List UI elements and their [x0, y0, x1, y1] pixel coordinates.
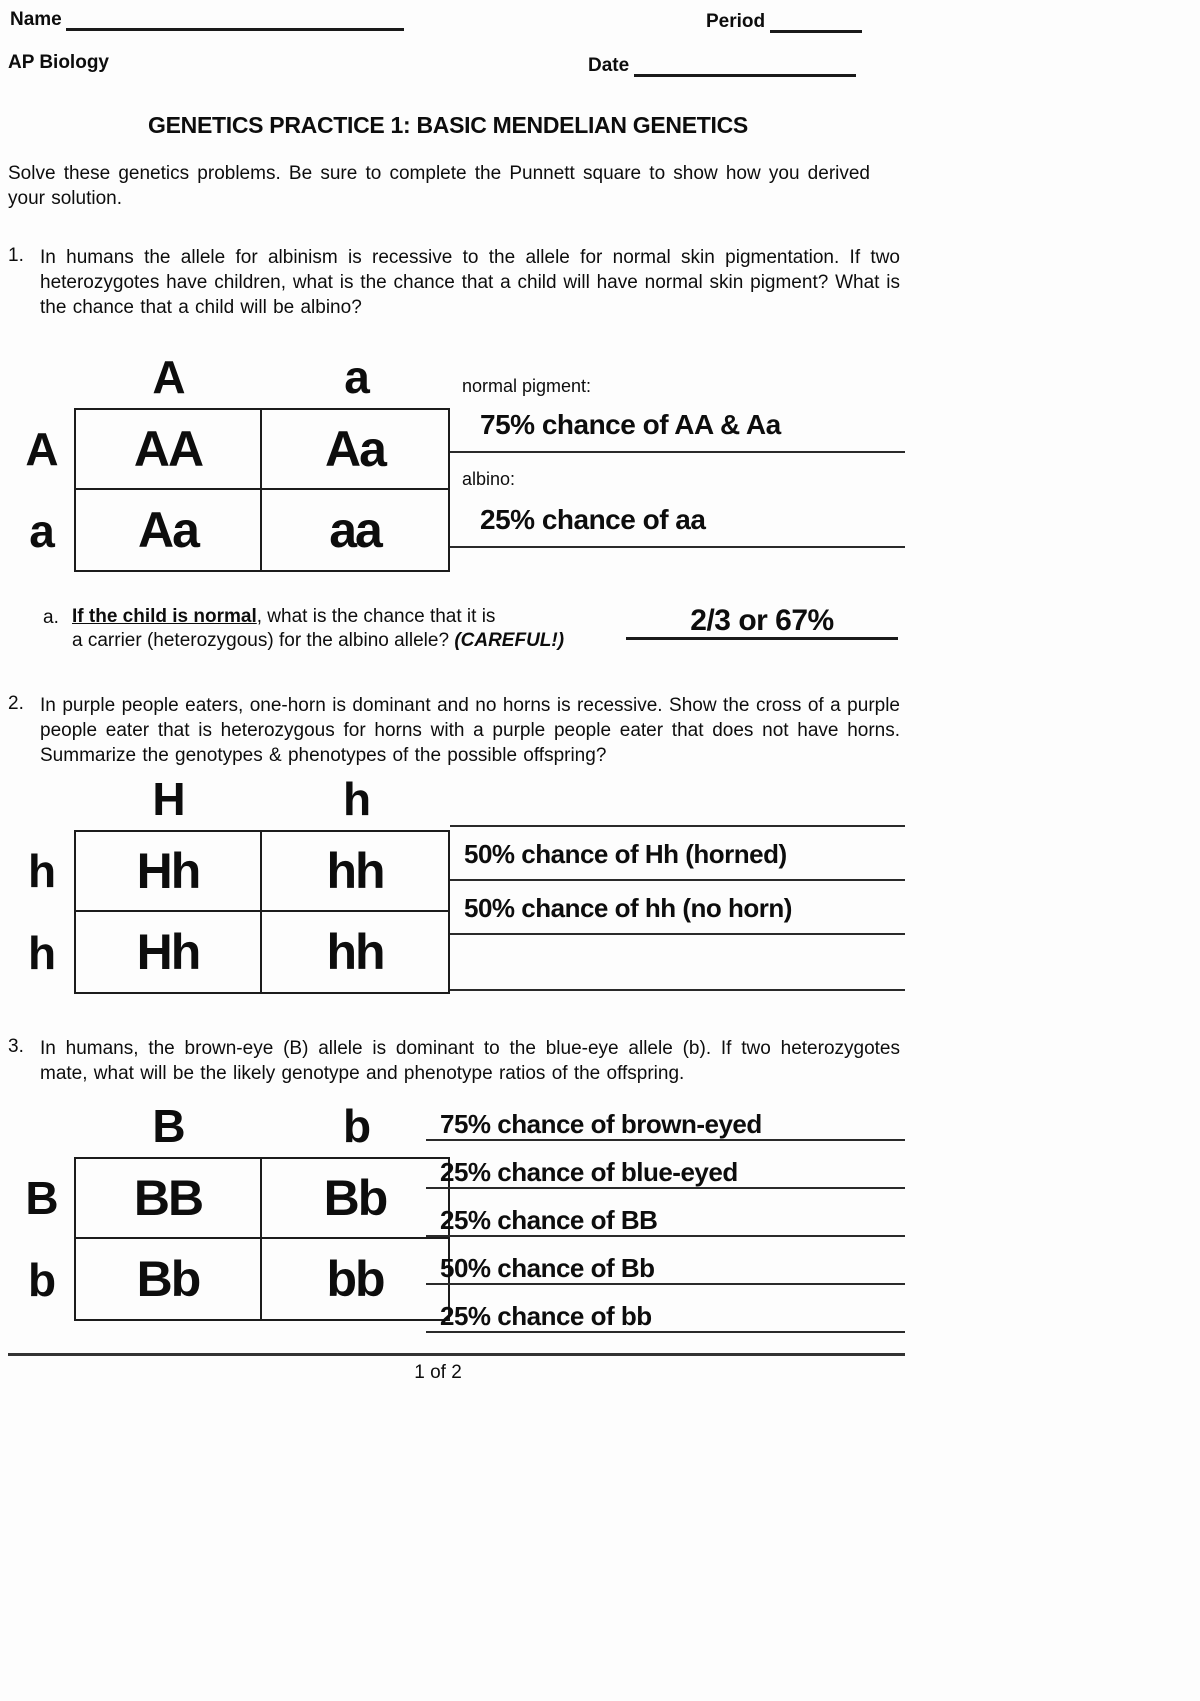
question-2	[8, 693, 908, 768]
name-field-row	[10, 8, 404, 31]
answer-line	[450, 935, 905, 991]
question-1a-letter: a.	[43, 607, 59, 628]
punnett-q1-cell-1-1: AA	[74, 408, 262, 490]
punnett-q1-cell-1-2: Aa	[262, 408, 450, 490]
punnett-q3-corner	[8, 1103, 74, 1152]
punnett-q2-col-header-1: H	[152, 773, 184, 825]
date-field-row	[588, 54, 856, 77]
question-1a	[8, 605, 908, 671]
question-3	[8, 1036, 908, 1086]
question-2-answers	[450, 776, 905, 991]
q3-answer-BB: 25% chance of BB	[426, 1189, 905, 1237]
albino-answer: 25% chance of aa	[480, 504, 706, 535]
punnett-q2-cell-1-2: hh	[262, 830, 450, 912]
question-1-work-area	[8, 346, 908, 573]
punnett-q3-row-header-1: B	[25, 1172, 57, 1224]
punnett-q2-row-header-1: h	[27, 845, 55, 897]
period-blank-line	[770, 10, 862, 33]
worksheet-content	[8, 0, 908, 1384]
period-label: Period	[706, 11, 766, 32]
answer-line	[450, 536, 905, 548]
answer-line	[450, 776, 905, 827]
date-blank-line	[634, 54, 856, 77]
course-row	[8, 52, 109, 74]
punnett-q1-cell-2-1: Aa	[74, 490, 262, 572]
question-3-number: 3.	[8, 1036, 24, 1057]
normal-pigment-label: normal pigment:	[462, 376, 592, 396]
punnett-q1-cell-2-2: aa	[262, 490, 450, 572]
question-3-work-area	[8, 1100, 908, 1333]
question-1a-line1-rest: , what is the chance that it is	[256, 606, 496, 627]
question-1-number: 1.	[8, 245, 24, 266]
footer-divider	[8, 1353, 905, 1356]
punnett-q1-corner	[8, 346, 74, 408]
careful-warning: (CAREFUL!)	[454, 630, 565, 651]
name-label: Name	[10, 9, 62, 30]
answer-line	[450, 441, 905, 453]
punnett-q1-col-header-2: a	[344, 351, 368, 403]
punnett-q1-col-header-1: A	[152, 351, 184, 403]
date-label: Date	[588, 55, 630, 76]
page-title: GENETICS PRACTICE 1: BASIC MENDELIAN GENETICS	[148, 112, 748, 138]
question-1-answers	[450, 346, 905, 548]
albino-label: albino:	[462, 469, 516, 489]
punnett-q3-col-header-2: b	[342, 1100, 370, 1152]
punnett-q2-corner	[8, 776, 74, 828]
punnett-q2-cell-1-1: Hh	[74, 830, 262, 912]
normal-pigment-answer: 75% chance of AA & Aa	[480, 409, 781, 440]
page-number: 1 of 2	[414, 1362, 462, 1383]
question-1a-bold-phrase: If the child is normal	[72, 606, 257, 627]
course-label: AP Biology	[8, 52, 109, 73]
punnett-q2-cell-2-1: Hh	[74, 912, 262, 994]
header	[8, 6, 908, 98]
question-3-text: In humans, the brown-eye (B) allele is dominant to the blue-eye allele (b). If two heterozygotes mate, what will be the likely genotype and phenotype ratios of the offspring.	[40, 1038, 900, 1084]
punnett-q3-row-header-2: b	[27, 1254, 55, 1306]
q2-answer-horned: 50% chance of Hh (horned)	[450, 827, 905, 881]
question-1	[8, 245, 908, 320]
punnett-q3-cell-2-1: Bb	[74, 1239, 262, 1321]
punnett-q2-col-header-2: h	[342, 773, 370, 825]
period-field-row	[706, 10, 862, 33]
name-blank-line	[66, 8, 404, 31]
punnett-q3-cell-1-1: BB	[74, 1157, 262, 1239]
question-1a-line2-prefix: a carrier (heterozygous) for the albino allele?	[72, 630, 455, 651]
question-3-answers	[426, 1103, 905, 1333]
q3-answer-brown-eyed: 75% chance of brown-eyed	[426, 1103, 905, 1141]
footer	[8, 1353, 908, 1384]
punnett-q3-cell-2-2: bb	[262, 1239, 450, 1321]
punnett-q3-col-header-1: B	[152, 1100, 184, 1152]
q3-answer-blue-eyed: 25% chance of blue-eyed	[426, 1141, 905, 1189]
q3-answer-bb: 25% chance of bb	[426, 1285, 905, 1333]
punnett-q2-cell-2-2: hh	[262, 912, 450, 994]
question-2-text: In purple people eaters, one-horn is dominant and no horns is recessive. Show the cross of a purple people eater that is heterozygous for horns with a purple people eater that does not have horns. Summarize the genotypes & phenotypes of the possible offspring?	[40, 695, 900, 766]
q3-answer-Bb: 50% chance of Bb	[426, 1237, 905, 1285]
question-1a-answer: 2/3 or 67%	[626, 609, 898, 640]
punnett-q1-row-header-2: a	[29, 505, 53, 557]
question-1-text: In humans the allele for albinism is recessive to the allele for normal skin pigmentation. If two heterozygotes have children, what is the chance that a child will have normal skin pigment? What is the chance that a child will be albino?	[40, 247, 900, 318]
punnett-q1-row-header-1: A	[25, 423, 57, 475]
punnett-q3-cell-1-2: Bb	[262, 1157, 450, 1239]
q2-answer-no-horn: 50% chance of hh (no horn)	[450, 881, 905, 935]
intro-instructions: Solve these genetics problems. Be sure to complete the Punnett square to show how you derived your solution.	[8, 163, 870, 209]
question-2-work-area	[8, 773, 908, 992]
question-2-number: 2.	[8, 693, 24, 714]
punnett-q2-row-header-2: h	[27, 927, 55, 979]
